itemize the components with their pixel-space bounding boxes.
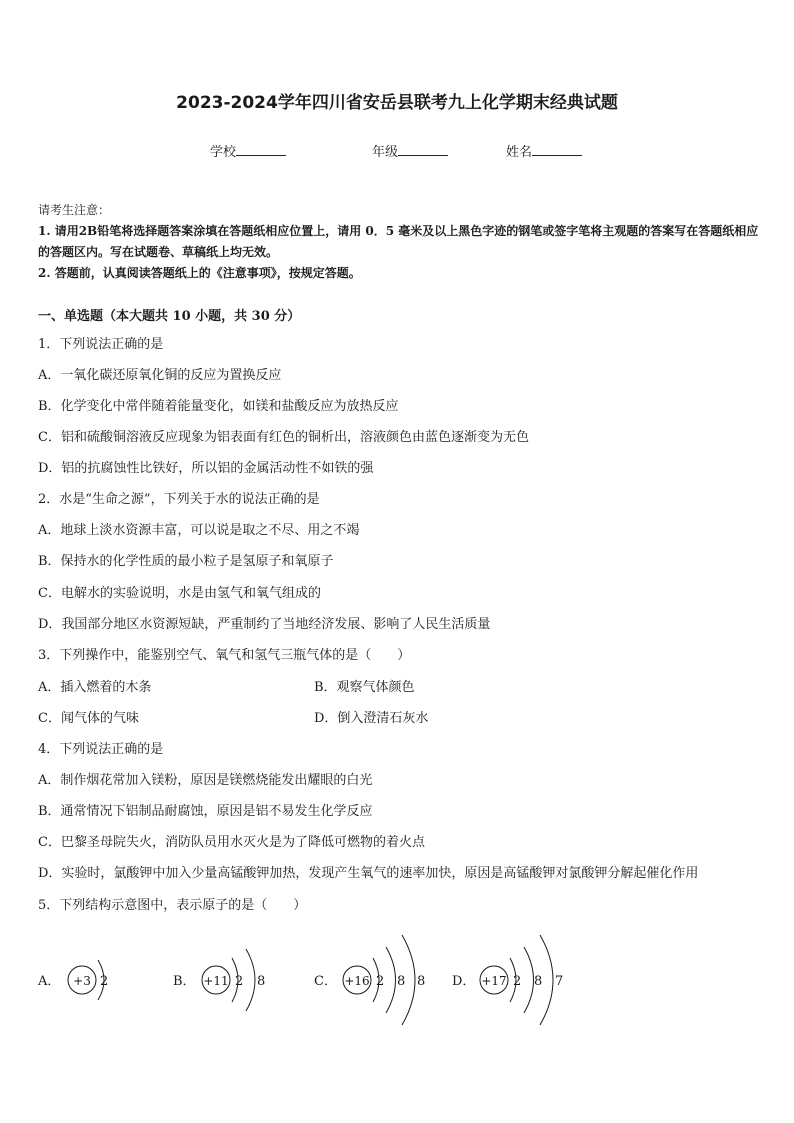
option-item[interactable]: D．我国部分地区水资源短缺，严重制约了当地经济发展、影响了人民生活质量 <box>38 617 491 632</box>
option-item[interactable]: B．保持水的化学性质的最小粒子是氢原子和氧原子 <box>38 554 334 569</box>
nucleus-charge: +11 <box>203 974 229 988</box>
grade-label: 年级 <box>372 145 399 160</box>
question-stem: 3．下列操作中，能鉴别空气、氧气和氢气三瓶气体的是（ ） <box>38 648 411 663</box>
option-item[interactable]: A．插入燃着的木条 <box>38 680 152 695</box>
atom-option-a[interactable] <box>37 960 108 1000</box>
electron-shell-arc <box>386 947 396 1013</box>
shell-electrons: 8 <box>534 974 543 989</box>
option-item[interactable]: D．倒入澄清石灰水 <box>314 711 429 726</box>
question-stem: 4．下列说法正确的是 <box>38 742 164 757</box>
option-item[interactable]: B．化学变化中常伴随着能量变化，如镁和盐酸反应为放热反应 <box>38 399 399 414</box>
option-item[interactable]: A．制作烟花常加入镁粉，原因是镁燃烧能发出耀眼的白光 <box>38 773 373 788</box>
question-stem: 2．水是“生命之源”，下列关于水的说法正确的是 <box>38 492 320 507</box>
option-item[interactable]: C．闻气体的气味 <box>38 711 139 726</box>
shell-electrons: 7 <box>555 974 564 989</box>
notice-item: 2. 答题前，认真阅读答题纸上的《注意事项》，按规定答题。 <box>38 266 361 280</box>
shell-electrons: 2 <box>100 974 109 989</box>
option-item[interactable]: D．实验时，氯酸钾中加入少量高锰酸钾加热，发现产生氧气的速率加快，原因是高锰酸钾对氯酸钾分解起催化作用 <box>38 866 699 881</box>
nucleus-charge: +16 <box>344 974 370 988</box>
atom-structure-diagrams <box>0 925 794 1035</box>
option-item[interactable]: A．一氧化碳还原氧化铜的反应为置换反应 <box>38 368 282 383</box>
school-label: 学校 <box>210 145 237 160</box>
option-label: C． <box>314 974 337 989</box>
atom-option-d[interactable] <box>452 935 563 1025</box>
atom-option-b[interactable] <box>173 949 265 1011</box>
shell-electrons: 8 <box>417 974 426 989</box>
option-label: B． <box>173 974 196 989</box>
school-field[interactable] <box>210 141 286 160</box>
section-heading: 一、单选题（本大题共 10 小题，共 30 分） <box>38 309 301 324</box>
option-item[interactable]: D．铝的抗腐蚀性比铁好，所以铝的金属活动性不如铁的强 <box>38 461 374 476</box>
option-label: D． <box>452 974 476 989</box>
electron-shell-arc <box>524 947 534 1013</box>
shell-electrons: 2 <box>513 974 522 989</box>
shell-electrons: 8 <box>257 974 266 989</box>
shell-electrons: 8 <box>397 974 406 989</box>
notice-block <box>38 200 760 284</box>
nucleus-charge: +17 <box>481 974 507 988</box>
shell-electrons: 2 <box>235 974 244 989</box>
option-item[interactable]: C．电解水的实验说明，水是由氢气和氧气组成的 <box>38 586 321 601</box>
shell-electrons: 2 <box>376 974 385 989</box>
question-stem: 5．下列结构示意图中，表示原子的是（ ） <box>38 898 307 913</box>
option-item[interactable]: C．巴黎圣母院失火，消防队员用水灭火是为了降低可燃物的着火点 <box>38 835 425 850</box>
option-item[interactable]: C．铝和硫酸铜溶液反应现象为铝表面有红色的铜析出，溶液颜色由蓝色逐渐变为无色 <box>38 430 529 445</box>
nucleus-charge: +3 <box>73 974 91 988</box>
name-label: 姓名 <box>506 145 533 160</box>
question-stem: 1．下列说法正确的是 <box>38 337 164 352</box>
option-label: A． <box>38 974 61 989</box>
option-item[interactable]: A．地球上淡水资源丰富，可以说是取之不尽、用之不竭 <box>38 523 360 538</box>
atom-option-c[interactable] <box>314 935 425 1025</box>
notice-heading: 请考生注意： <box>38 203 111 217</box>
notice-item: 1. 请用2B铅笔将选择题答案涂填在答题纸相应位置上，请用 0．5 毫米及以上黑色字迹的钢笔或签字笔将主观题的答案写在答题纸相应的答题区内。写在试题卷、草稿纸上均无效。 <box>38 224 759 259</box>
page-title: 2023-2024学年四川省安岳县联考九上化学期末经典试题 <box>176 93 618 113</box>
name-field[interactable] <box>506 141 582 160</box>
option-item[interactable]: B．观察气体颜色 <box>314 680 415 695</box>
option-item[interactable]: B．通常情况下铝制品耐腐蚀，原因是铝不易发生化学反应 <box>38 804 373 819</box>
grade-field[interactable] <box>372 141 448 160</box>
electron-shell-arc <box>246 949 255 1011</box>
